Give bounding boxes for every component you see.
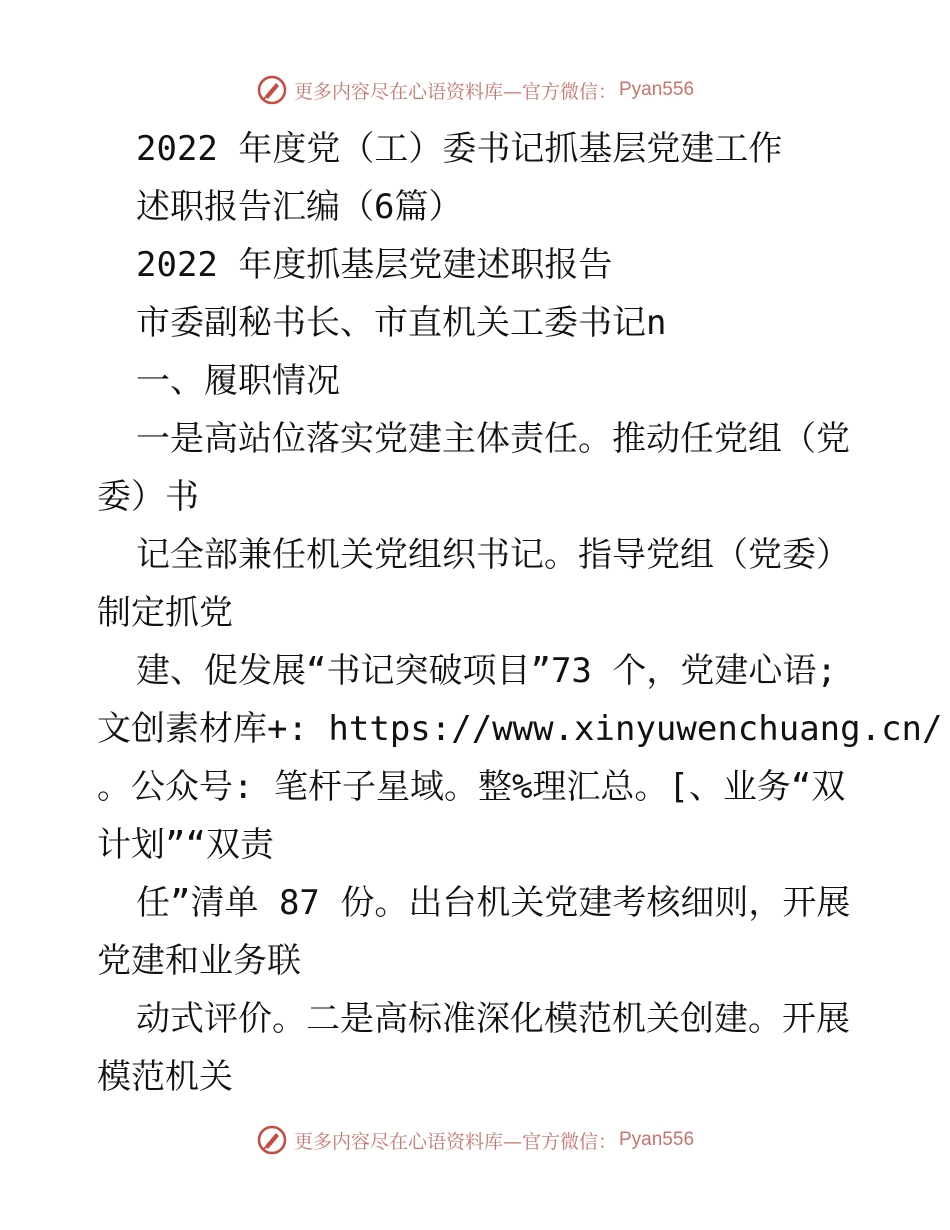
- text-line: 计划”“双责: [97, 825, 274, 865]
- brand-logo-icon: [256, 74, 288, 106]
- text-line: 记全部兼任机关党组织书记。指导党组（党委）: [136, 535, 850, 575]
- brand-logo-icon: [256, 1124, 288, 1156]
- text-line: 任”清单 87 份。出台机关党建考核细则，开展: [136, 883, 851, 923]
- text-line: 建、促发展“书记突破项目”73 个，党建心语;: [136, 651, 837, 691]
- document-body: [97, 120, 943, 1106]
- text-line: 2022 年度党（工）委书记抓基层党建工作: [136, 129, 783, 169]
- text-line: 2022 年度抓基层党建述职报告: [136, 245, 613, 285]
- text-line: 党建和业务联: [97, 941, 301, 981]
- text-line: 一是高站位落实党建主体责任。推动任党组（党: [136, 419, 850, 459]
- text-line: 述职报告汇编（6篇）: [136, 187, 463, 227]
- wechat-id: Pyan556: [619, 79, 695, 100]
- text-line: 一、履职情况: [136, 361, 340, 401]
- watermark-banner-top: [0, 70, 950, 110]
- watermark-text: 更多内容尽在心语资料库—官方微信：: [293, 80, 617, 103]
- wechat-id: Pyan556: [619, 1129, 695, 1150]
- text-line: 市委副秘书长、市直机关工委书记n: [136, 303, 667, 343]
- text-line: 。公众号: 笔杆子星域。整%理汇总。[、业务“双: [97, 767, 846, 807]
- text-line: 动式评价。二是高标准深化模范机关创建。开展: [136, 999, 850, 1039]
- text-line: 文创素材库+: https://www.xinyuwenchuang.cn/: [97, 709, 943, 749]
- text-line: 委）书: [97, 477, 199, 517]
- watermark-banner-bottom: [0, 1120, 950, 1160]
- watermark-text: 更多内容尽在心语资料库—官方微信：: [293, 1130, 617, 1153]
- text-line: 模范机关: [97, 1057, 233, 1097]
- text-line: 制定抓党: [97, 593, 233, 633]
